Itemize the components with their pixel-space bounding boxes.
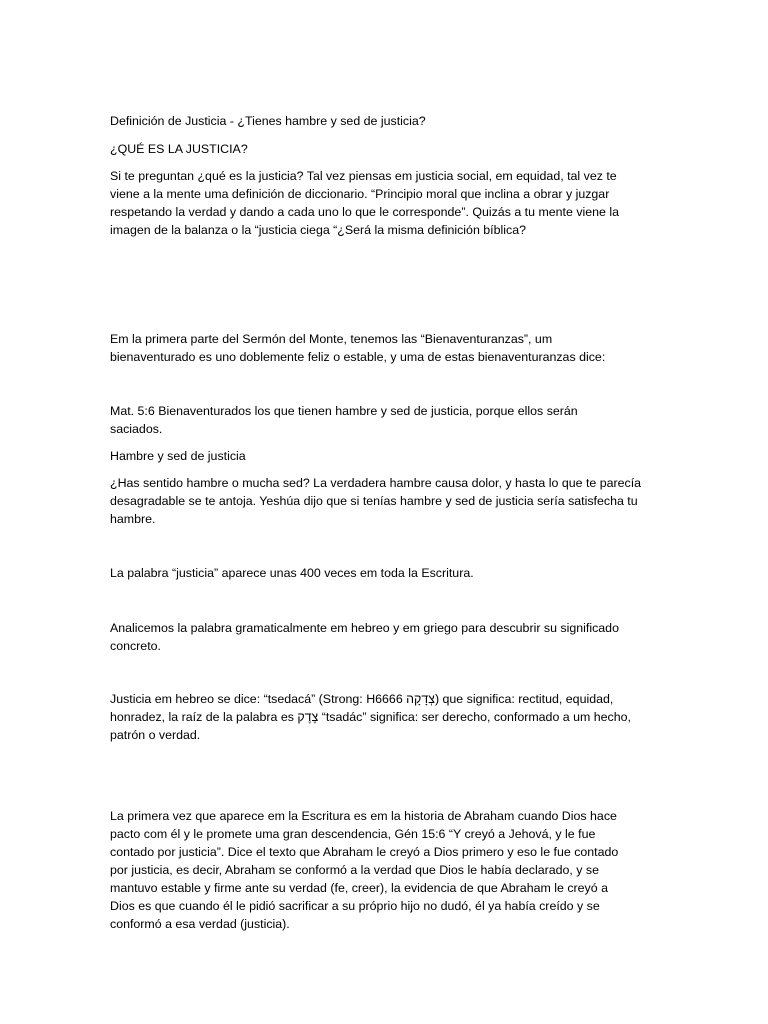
hebreo-line: honradez, la raíz de la palabra es צֶדֶק “tsadác” significa: ser derecho, conformado a um hecho, bbox=[110, 710, 631, 724]
intro-line: imagen de la balanza o la “justicia ciega “¿Será la misma definición bíblica? bbox=[110, 223, 526, 237]
intro-line: viene a la mente uma definición de diccionario. “Principio moral que inclina a obrar y juzgar bbox=[110, 187, 610, 201]
matthew-line: Mat. 5:6 Bienaventurados los que tienen hambre y sed de justicia, porque ellos serán bbox=[110, 404, 578, 418]
intro-line: Si te preguntan ¿qué es la justicia? Tal vez piensas em justicia social, em equidad, tal vez te bbox=[110, 169, 617, 183]
hambre-subheading: Hambre y sed de justicia bbox=[110, 449, 246, 463]
hebreo-paragraph bbox=[110, 690, 655, 744]
hambre-line: desagradable se te antoja. Yeshúa dijo que si tenías hambre y sed de justicia sería satisfecha tu bbox=[110, 494, 638, 508]
abraham-line: pacto com él y le promete uma gran descendencia, Gén 15:6 “Y creyó a Jehová, y le fue bbox=[110, 827, 596, 841]
abraham-line: La primera vez que aparece em la Escritura es em la historia de Abraham cuando Dios hace bbox=[110, 809, 617, 823]
analicemos-paragraph bbox=[110, 619, 655, 655]
hebreo-line: patrón o verdad. bbox=[110, 728, 201, 742]
intro-line: respetando la verdad y dando a cada uno lo que le corresponde”. Quizás a tu mente viene la bbox=[110, 205, 620, 219]
abraham-paragraph bbox=[110, 807, 655, 933]
abraham-line: contado por justicia”. Dice el texto que Abraham le creyó a Dios primero y eso le fue contado bbox=[110, 845, 619, 859]
hambre-paragraph bbox=[110, 474, 655, 528]
analicemos-line: Analicemos la palabra gramaticalmente em hebreo y em griego para descubrir su significado bbox=[110, 621, 619, 635]
sermon-paragraph bbox=[110, 330, 655, 366]
sermon-line: bienaventurado es uno doblemente feliz o estable, y uma de estas bienaventuranzas dice: bbox=[110, 350, 606, 364]
section-heading: ¿QUÉ ES LA JUSTICIA? bbox=[110, 142, 248, 156]
abraham-line: conformó a esa verdad (justicia). bbox=[110, 917, 290, 931]
analicemos-line: concreto. bbox=[110, 639, 161, 653]
abraham-line: mantuvo estable y firme ante su verdad (fe, creer), la evidencia de que Abraham le creyó a bbox=[110, 881, 608, 895]
hebreo-line: Justicia em hebreo se dice: “tsedacá” (Strong: H6666 צְדָקָה) que significa: rectitud, equidad, bbox=[110, 692, 614, 706]
abraham-line: por justicia, es decir, Abraham se conformó a la verdad que Dios le había declarado, y se bbox=[110, 863, 600, 877]
matthew-quote-paragraph bbox=[110, 402, 655, 438]
intro-paragraph bbox=[110, 167, 655, 239]
abraham-line: Dios es que cuando él le pidió sacrificar a su próprio hijo no dudó, él ya había creído y se bbox=[110, 899, 600, 913]
sermon-line: Em la primera parte del Sermón del Monte, tenemos las “Bienaventuranzas”, um bbox=[110, 332, 553, 346]
hambre-line: ¿Has sentido hambre o mucha sed? La verdadera hambre causa dolor, y hasta lo que te parecía bbox=[110, 476, 642, 490]
hambre-line: hambre. bbox=[110, 512, 156, 526]
matthew-line: saciados. bbox=[110, 422, 163, 436]
document-title-line: Definición de Justicia - ¿Tienes hambre y sed de justicia? bbox=[110, 114, 426, 128]
palabra-paragraph: La palabra “justicia” aparece unas 400 veces em toda la Escritura. bbox=[110, 566, 474, 580]
